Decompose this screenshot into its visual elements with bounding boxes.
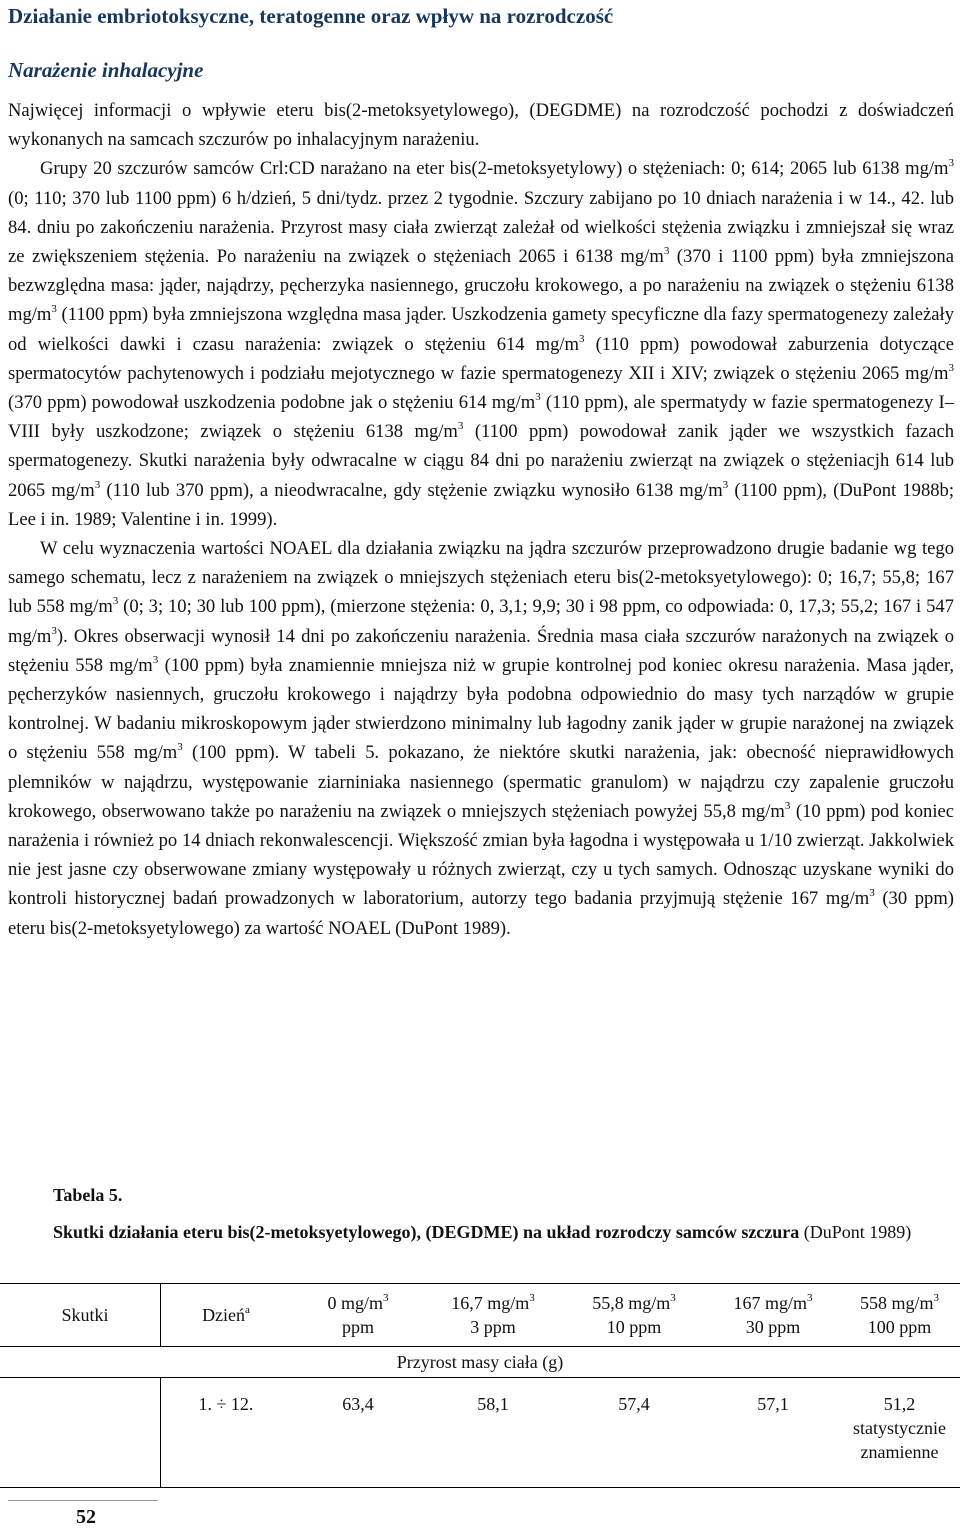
effects-table (0, 1283, 960, 1488)
cell-value-3: 57,1 (707, 1378, 839, 1488)
significance-note: statystycznie znamienne (853, 1418, 946, 1462)
section-label: Przyrost masy ciała (g) (396, 1352, 564, 1372)
paragraph-1: Najwięcej informacji o wpływie eteru bis(2-metoksyetylowego), (DEGDME) na rozrodczość pochodzi z doświadczeń wykonanych na samcach szczurów po inhalacyjnym narażeniu. (8, 100, 954, 151)
cell-effect (0, 1378, 161, 1488)
subsection-title: Narażenie inhalacyjne (8, 58, 204, 82)
cell-value-0: 63,4 (291, 1378, 425, 1488)
cell-day: 1. ÷ 12. (161, 1378, 292, 1488)
section-title: Działanie embriotoksyczne, teratogenne oraz wpływ na rozrodczość (8, 4, 614, 28)
header-effects: Skutki (0, 1284, 161, 1347)
header-conc-1: 16,7 $mg/m^3$ 3 ppm (425, 1284, 561, 1347)
cell-value-4: 51,2 statystycznie znamienne (839, 1378, 960, 1488)
table-header-row (0, 1284, 960, 1347)
header-conc-2: 55,8 $mg/m^3$ 10 ppm (561, 1284, 707, 1347)
page-number: 52 (76, 1506, 96, 1528)
header-conc-3: 167 $mg/m^3$ 30 ppm (707, 1284, 839, 1347)
table-caption: Skutki działania eteru bis(2-metoksyetylowego), (DEGDME) na układ rozrodczy samców szczura (DuPont 1989) (53, 1222, 912, 1242)
table-row (0, 1378, 960, 1488)
paragraph-3: W celu wyznaczenia wartości NOAEL dla działania związku na jądra szczurów przeprowadzono drugie badanie wg tego samego schematu, lecz z narażeniem na związek o mniejszych stężeniach eteru bis(2-metoksyetylowego): 0; 16,7; 55,8; 167 lub 558 $mg/m^3$ (0; 3; 10; 30 lub 100 ppm), (mierzone stężenia: 0, 3,1; 9,9; 30 i 98 ppm, co odpowiada: 0, 17,3; 55,2; 167 i 547 $mg/m^3$). Okres obserwacji wynosił 14 dni po zakończeniu narażenia. Średnia masa ciała szczurów narażonych na związek o stężeniu 558 $mg/m^3$ (100 ppm) była znamiennie mniejsza niż w grupie kontrolnej pod koniec okresu narażenia. Masa jąder, pęcherzyków nasiennych, gruczołu krokowego i najądrzy była podobna odpowiednio do masy tych narządów w grupie kontrolnej. W badaniu mikroskopowym jąder stwierdzono minimalny lub łagodny zanik jąder w grupie narażonej na związek o stężeniu 558 $mg/m^3$ (100 ppm). W tabeli 5. pokazano, że niektóre skutki narażenia, jak: obecność nieprawidłowych plemników w najądrzu, występowanie ziarniniaka nasiennego (spermatic granulom) w najądrzu czy zapalenie gruczołu krokowego, obserwowano także po narażeniu na związek o mniejszych stężeniach powyżej 55,8 $mg/m^3$ (10 ppm) pod koniec narażenia i również po 14 dniach rekonwalescencji. Większość zmian była łagodna i występowała u 1/10 zwierząt. Jakkolwiek nie jest jasne czy obserwowane zmiany występowały u różnych zwierząt, czy u tych samych. Odnosząc uzyskane wyniki do kontroli historycznej badań prowadzonych w laboratorium, autorzy tego badania przyjmują stężenie 167 $mg/m^3$ (30 ppm) eteru bis(2-metoksyetylowego) za wartość NOAEL (DuPont 1989). (8, 538, 954, 939)
cell-value-1: 58,1 (425, 1378, 561, 1488)
table-section-row (0, 1347, 960, 1378)
footer-rule (8, 1500, 158, 1501)
body-text (8, 96, 954, 943)
header-conc-4: 558 $mg/m^3$ 100 ppm (839, 1284, 960, 1347)
paragraph-2: Grupy 20 szczurów samców Crl:CD narażano na eter bis(2-metoksyetylowy) o stężeniach: 0; 614; 2065 lub 6138 $mg/m^3$ (0; 110; 370 lub 1100 ppm) 6 h/dzień, 5 dni/tydz. przez 2 tygodnie. Szczury zabijano po 10 dniach narażenia i w 14., 42. lub 84. dniu po zakończeniu narażenia. Przyrost masy ciała zwierząt zależał od wielkości stężenia związku i zmniejszał się wraz ze zwiększeniem stężenia. Po narażeniu na związek o stężeniach 2065 i 6138 $mg/m^3$ (370 i 1100 ppm) była zmniejszona bezwzględna masa: jąder, najądrzy, pęcherzyka nasiennego, gruczołu krokowego, a po narażeniu na związek o stężeniu 6138 $mg/m^3$ (1100 ppm) była zmniejszona względna masa jąder. Uszkodzenia gamety specyficzne dla fazy spermatogenezy zależały od wielkości dawki i czasu narażenia: związek o stężeniu 614 $mg/m^3$ (110 ppm) powodował zaburzenia dotyczące spermatocytów pachytenowych i podziału mejotycznego w fazie spermatogenezy XII i XIV; związek o stężeniu 2065 $mg/m^3$ (370 ppm) powodował uszkodzenia podobne jak o stężeniu 614 $mg/m^3$ (110 ppm), ale spermatydy w fazie spermatogenezy I–VIII były uszkodzone; związek o stężeniu 6138 $mg/m^3$ (1100 ppm) powodował zanik jąder we wszystkich fazach spermatogenezy. Skutki narażenia były odwracalne w ciągu 84 dni po narażeniu zwierząt na związek o stężeniacjh 614 lub 2065 $mg/m^3$ (110 lub 370 ppm), a nieodwracalne, gdy stężenie związku wynosiło 6138 $mg/m^3$ (1100 ppm), (DuPont 1988b; Lee i in. 1989; Valentine i in. 1999). (8, 157, 954, 530)
table-label: Tabela 5. (53, 1185, 123, 1205)
cell-value-2: 57,4 (561, 1378, 707, 1488)
header-day: Dzień$^a$ (161, 1284, 292, 1347)
header-conc-0: 0 $mg/m^3$ ppm (291, 1284, 425, 1347)
